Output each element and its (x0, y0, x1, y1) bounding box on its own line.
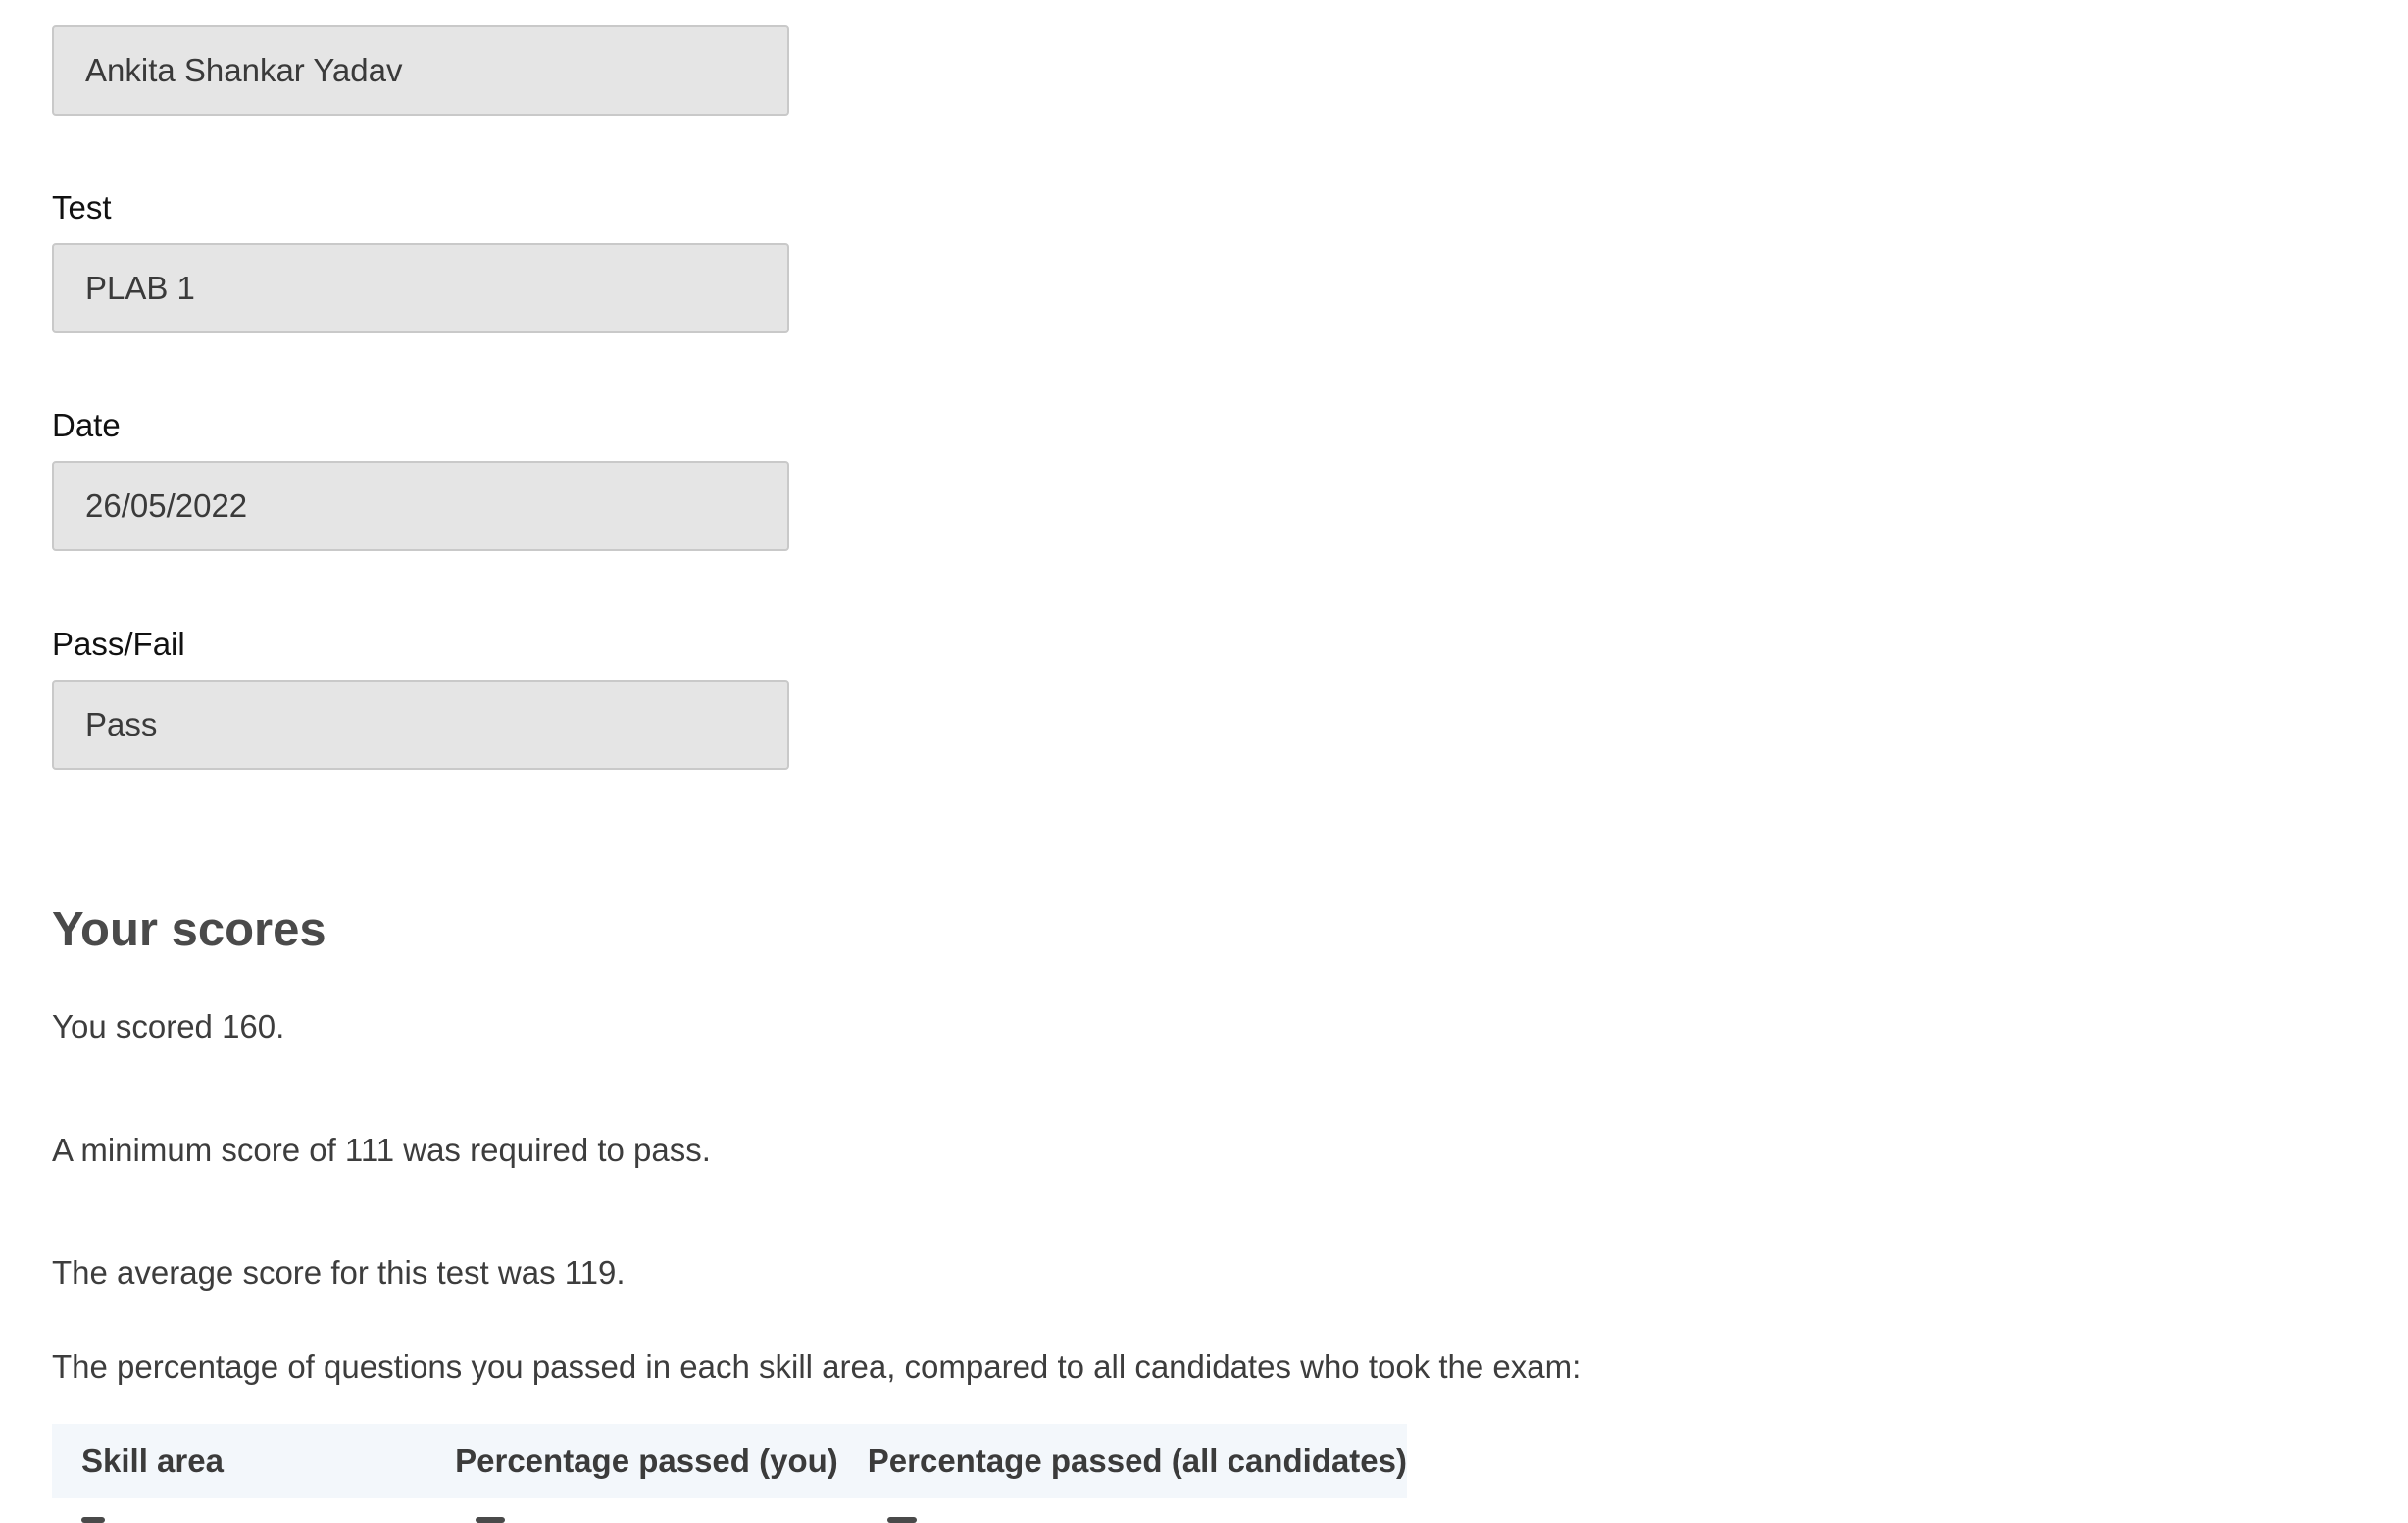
candidate-name-input[interactable] (52, 25, 789, 116)
minimum-score-text: A minimum score of 111 was required to pass. (52, 1132, 711, 1168)
skill-area-header: Skill area (81, 1443, 224, 1479)
percentage-all-header: Percentage passed (all candidates) (867, 1443, 1407, 1479)
cutoff-glyph (476, 1517, 505, 1523)
skill-area-table (52, 1424, 1407, 1498)
cutoff-glyph (81, 1517, 105, 1523)
date-label: Date (52, 407, 121, 443)
average-score-text: The average score for this test was 119. (52, 1254, 626, 1291)
pass-fail-input[interactable] (52, 680, 789, 770)
your-score-text: You scored 160. (52, 1008, 285, 1044)
results-page (52, 0, 2356, 1523)
percentage-you-header: Percentage passed (you) (455, 1443, 838, 1479)
cutoff-glyph (887, 1517, 917, 1523)
table-header-row (52, 1424, 1407, 1498)
scores-heading: Your scores (52, 903, 326, 956)
skill-area-intro-text: The percentage of questions you passed in each skill area, compared to all candidates who took the exam: (52, 1348, 1581, 1385)
date-input[interactable] (52, 461, 789, 551)
table-row-cutoff (52, 1515, 1407, 1523)
test-input[interactable] (52, 243, 789, 333)
candidate-name-field (52, 25, 789, 116)
test-label: Test (52, 189, 112, 226)
pass-fail-field (52, 625, 789, 770)
pass-fail-label: Pass/Fail (52, 626, 185, 662)
test-field (52, 188, 789, 333)
date-field (52, 406, 789, 551)
